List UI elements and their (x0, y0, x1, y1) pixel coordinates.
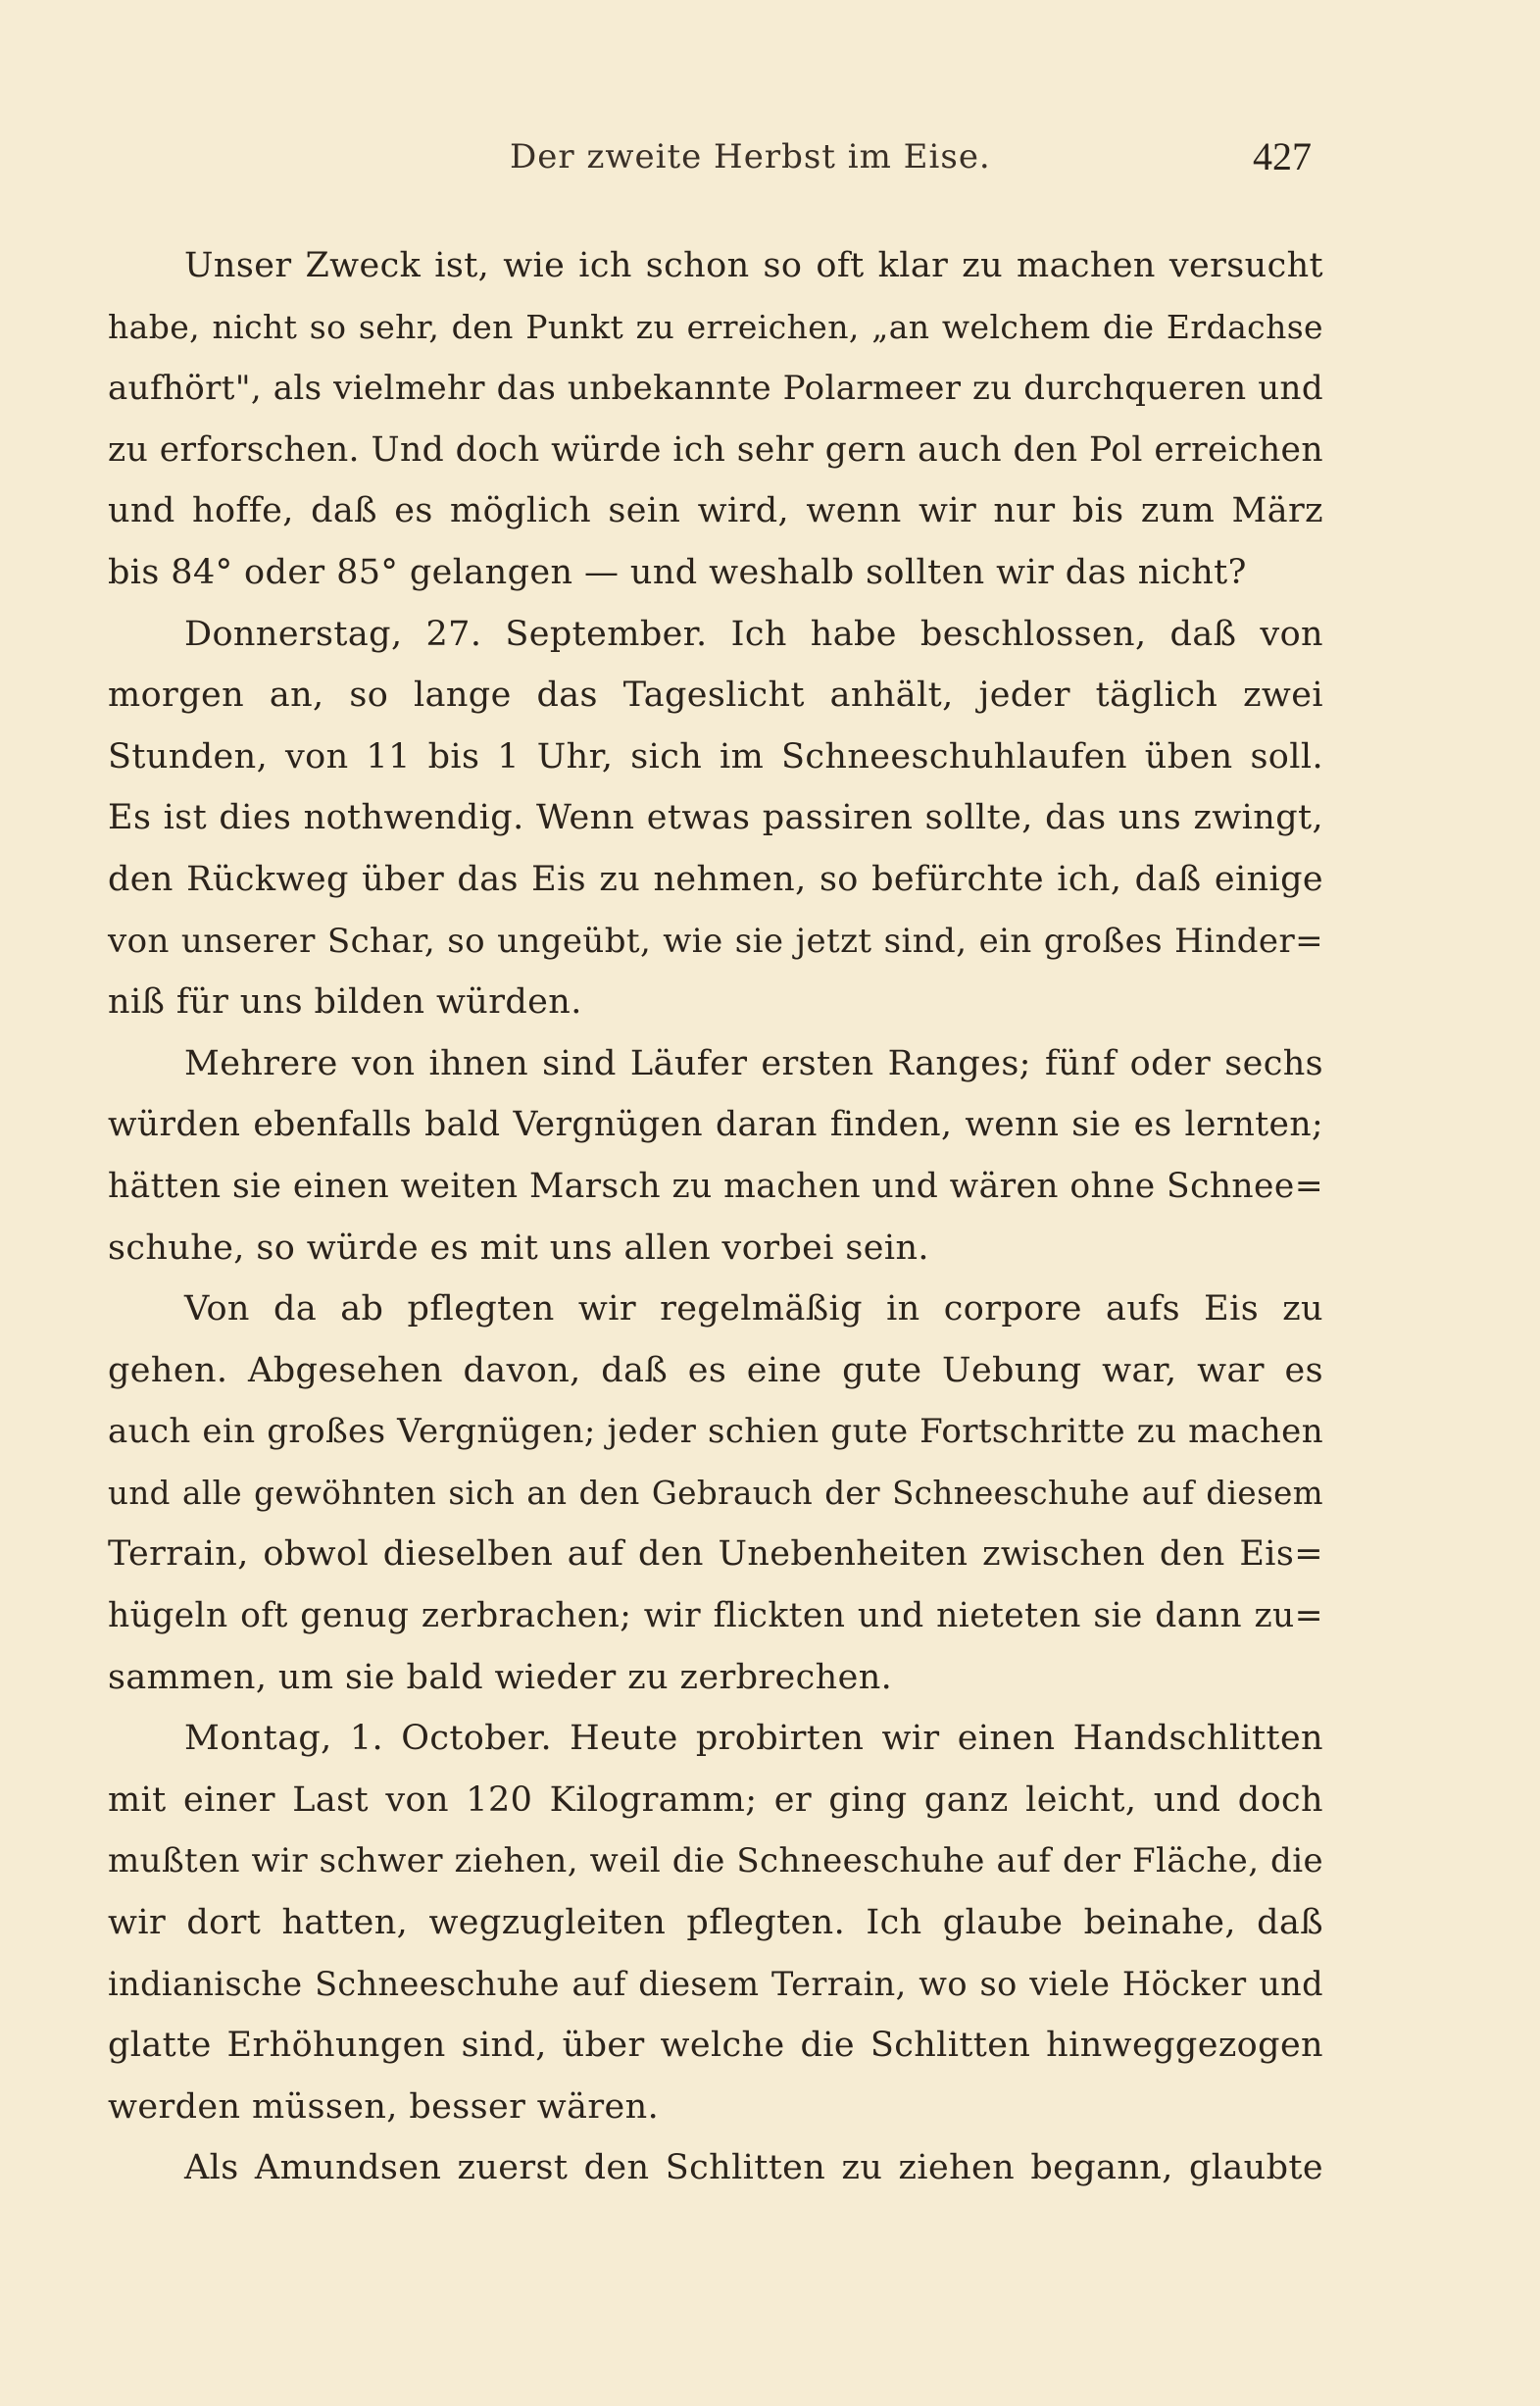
text-line: den Rückweg über das Eis zu nehmen, so befürchte ich, daß einige (108, 859, 1323, 899)
text-line: morgen an, so lange das Tageslicht anhält, jeder täglich zwei (108, 676, 1323, 716)
text-line: und alle gewöhnten sich an den Gebrauch der Schneeschuhe auf diesem (108, 1474, 1323, 1512)
text-line: Donnerstag, 27. September. Ich habe beschlossen, daß von (184, 614, 1323, 654)
text-line: von unserer Schar, so ungeübt, wie sie jetzt sind, ein großes Hinder= (108, 921, 1323, 961)
text-line: habe, nicht so sehr, den Punkt zu erreichen, „an welchem die Erdachse (108, 307, 1323, 346)
text-line: niß für uns bilden würden. (108, 982, 582, 1023)
text-line: werden müssen, besser wären. (108, 2086, 660, 2127)
text-line: und hoffe, daß es möglich sein wird, wenn wir nur bis zum März (108, 491, 1323, 531)
text-line: wir dort hatten, wegzugleiten pflegten. Ich glaube beinahe, daß (108, 1903, 1323, 1943)
text-line: Montag, 1. October. Heute probirten wir einen Handschlitten (184, 1719, 1323, 1759)
text-line: würden ebenfalls bald Vergnügen daran finden, wenn sie es lernten; (108, 1105, 1323, 1145)
text-line: schuhe, so würde es mit uns allen vorbei sein. (108, 1228, 929, 1268)
running-head: Der zweite Herbst im Eise. (510, 137, 991, 176)
text-line: Terrain, obwol dieselben auf den Unebenheiten zwischen den Eis= (108, 1534, 1323, 1575)
text-line: hügeln oft genug zerbrachen; wir flickten und nieteten sie dann zu= (108, 1596, 1323, 1636)
text-line: auch ein großes Vergnügen; jeder schien gute Fortschritte zu machen (108, 1412, 1323, 1452)
body-text (108, 235, 1323, 2199)
text-line: indianische Schneeschuhe auf diesem Terrain, wo so viele Höcker und (108, 1964, 1323, 2003)
text-line: aufhört", als vielmehr das unbekannte Polarmeer zu durchqueren und (108, 369, 1323, 409)
text-line: mußten wir schwer ziehen, weil die Schneeschuhe auf der Fläche, die (108, 1841, 1323, 1881)
text-line: zu erforschen. Und doch würde ich sehr gern auch den Pol erreichen (108, 429, 1323, 470)
text-line: Mehrere von ihnen sind Läufer ersten Ranges; fünf oder sechs (184, 1043, 1323, 1083)
text-line: hätten sie einen weiten Marsch zu machen und wären ohne Schnee= (108, 1166, 1323, 1206)
text-line: Unser Zweck ist, wie ich schon so oft klar zu machen versucht (184, 246, 1323, 285)
text-line: glatte Erhöhungen sind, über welche die Schlitten hinweggezogen (108, 2026, 1323, 2066)
text-line: Es ist dies nothwendig. Wenn etwas passiren sollte, das uns zwingt, (108, 798, 1323, 838)
page-number: 427 (1253, 134, 1312, 178)
text-line: Als Amundsen zuerst den Schlitten zu ziehen begann, glaubte (184, 2148, 1323, 2188)
text-line: bis 84° oder 85° gelangen — und weshalb sollten wir das nicht? (108, 552, 1247, 592)
text-line: mit einer Last von 120 Kilogramm; er ging ganz leicht, und doch (108, 1779, 1323, 1820)
text-line: Von da ab pflegten wir regelmäßig in corpore aufs Eis zu (184, 1289, 1323, 1329)
text-line: gehen. Abgesehen davon, daß es eine gute Uebung war, war es (108, 1350, 1323, 1390)
text-line: sammen, um sie bald wieder zu zerbrechen. (108, 1657, 893, 1697)
text-line: Stunden, von 11 bis 1 Uhr, sich im Schneeschuhlaufen üben soll. (108, 736, 1323, 777)
